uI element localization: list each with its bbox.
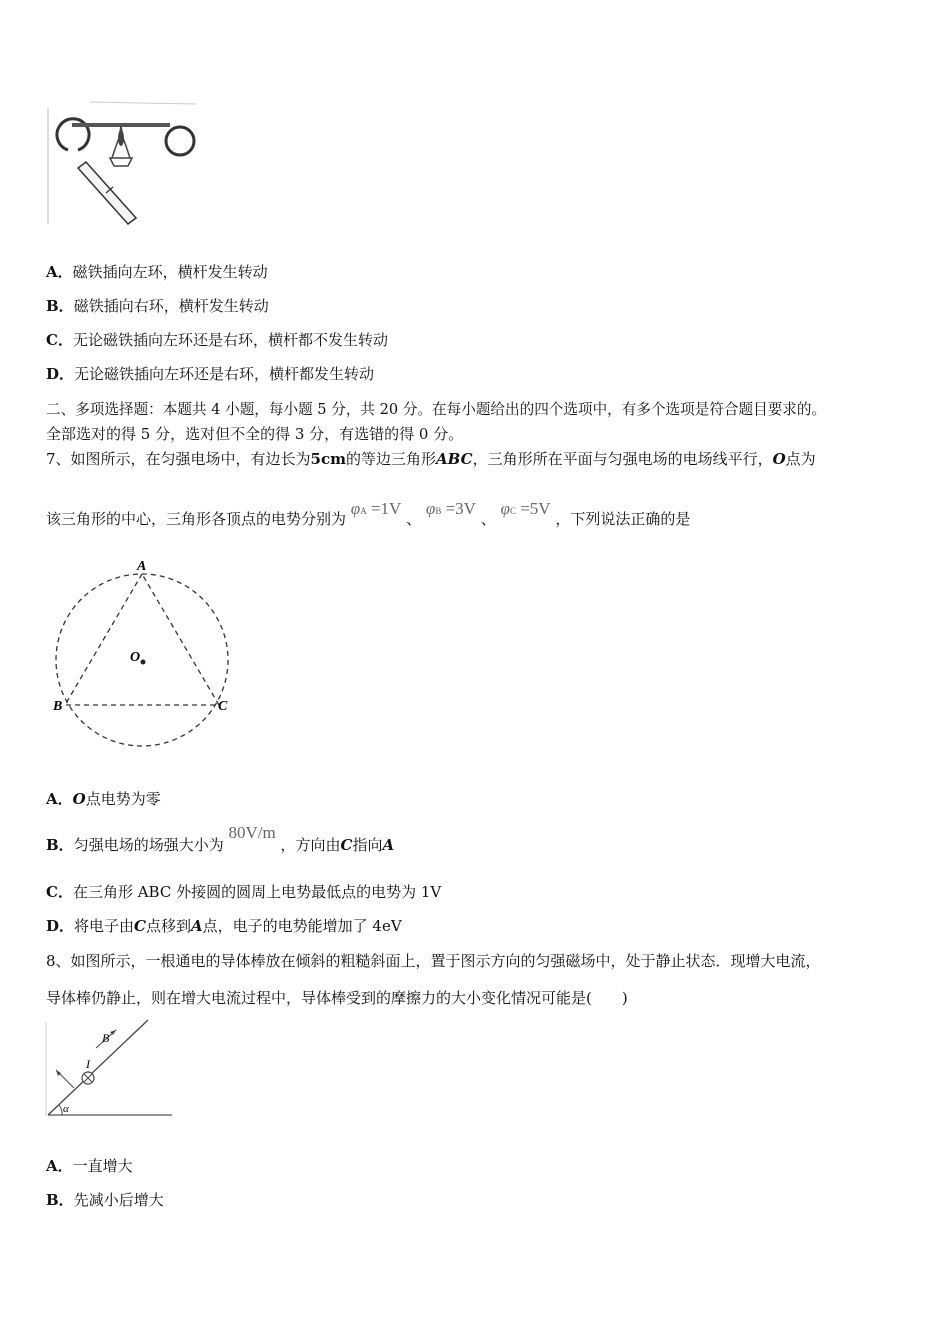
incline-rod-figure [44, 1018, 176, 1122]
section2-scoring: 全部选对的得 5 分，选对但不全的得 3 分，有选错的得 0 分。 [46, 425, 464, 443]
triangle-circle-figure [48, 556, 248, 752]
q6-option-b[interactable]: B．磁铁插向右环，横杆发生转动 [46, 297, 269, 315]
phi-c-formula: φC =5V [500, 499, 551, 518]
current-label-i: I [86, 1057, 90, 1071]
vertex-label-a: A [137, 559, 147, 574]
rings-magnet-figure [44, 98, 200, 228]
q6-option-d[interactable]: D．无论磁铁插向左环还是右环，横杆都发生转动 [46, 365, 375, 383]
q8-option-a[interactable]: A．一直增大 [46, 1157, 133, 1175]
field-magnitude-formula: 80V/m [228, 823, 276, 842]
angle-label-alpha: α [63, 1103, 69, 1115]
vertex-label-c: C [218, 699, 228, 714]
q8-stem-line1: 8、如图所示，一根通电的导体棒放在倾斜的粗糙斜面上，置于图示方向的匀强磁场中，处于静止状态．现增大电流， [46, 952, 821, 970]
q7-option-d[interactable]: D．将电子由C点移到A点，电子的电势能增加了 4eV [46, 917, 402, 935]
q7-stem-line1: 7、如图所示，在匀强电场中，有边长为5cm的等边三角形ABC，三角形所在平面与匀强电场的电场线平行，O点为 [46, 450, 816, 468]
field-label-b: B [102, 1031, 110, 1045]
q8-option-b[interactable]: B．先减小后增大 [46, 1191, 164, 1209]
q7-option-c[interactable]: C．在三角形 ABC 外接圆的圆周上电势最低点的电势为 1V [46, 883, 442, 901]
phi-b-formula: φB =3V [425, 499, 476, 518]
q7-stem-line2: 该三角形的中心，三角形各顶点的电势分别为 φA =1V 、 φB =3V 、 φC =5V ，下列说法正确的是 [46, 499, 691, 528]
q7-option-b[interactable]: B．匀强电场的场强大小为 80V/m ，方向由C指向A [46, 823, 395, 854]
section2-heading: 二、多项选择题：本题共 4 小题，每小题 5 分，共 20 分。在每小题给出的四个选项中，有多个选项是符合题目要求的。 [46, 401, 827, 418]
q6-option-a[interactable]: A．磁铁插向左环，横杆发生转动 [46, 263, 268, 281]
center-label-o: O [130, 650, 141, 665]
phi-a-formula: φA =1V [350, 499, 402, 518]
q6-option-c[interactable]: C．无论磁铁插向左环还是右环，横杆都不发生转动 [46, 331, 388, 349]
vertex-label-b: B [53, 699, 63, 714]
q8-stem-line2: 导体棒仍静止，则在增大电流过程中，导体棒受到的摩擦力的大小变化情况可能是( ) [46, 989, 628, 1007]
q7-option-a[interactable]: A．O点电势为零 [46, 790, 161, 808]
